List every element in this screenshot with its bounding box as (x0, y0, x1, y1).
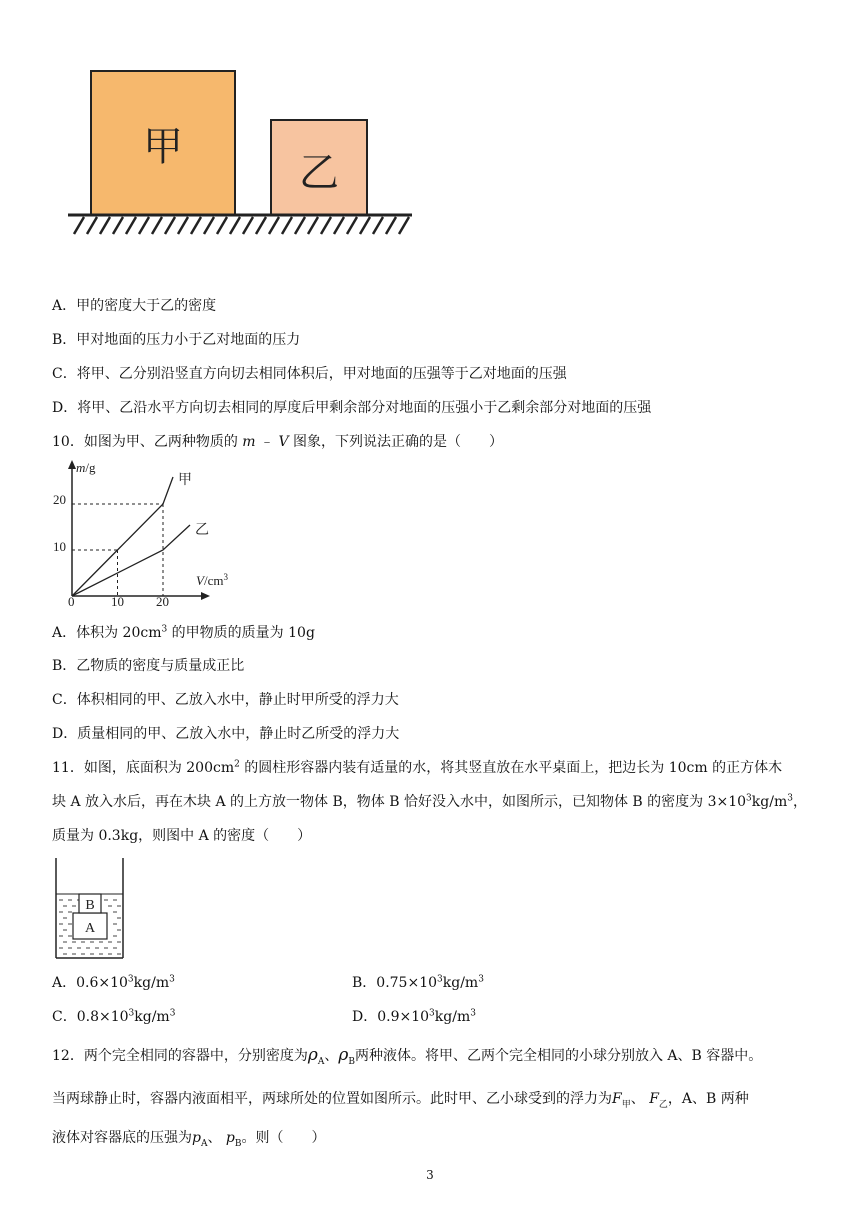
hatch-mark (217, 217, 227, 234)
graph-x-arrow (201, 592, 210, 600)
q10-option-b: B．乙物质的密度与质量成正比 (52, 658, 245, 674)
hatch-mark (321, 217, 331, 234)
q11-option-d: D．$0.9\times 10^3kg/m^3$ (352, 1008, 476, 1025)
q12-stem-line2: 当两球静止时，容器内液面相平，两球所处的位置如图所示。此时甲、乙小球受到的浮力为$F_甲$、 $F_乙$，A、B 两种 (52, 1091, 749, 1110)
q10-option-c: C．体积相同的甲、乙放入水中，静止时甲所受的浮力大 (52, 692, 399, 708)
hatch-mark (100, 217, 110, 234)
hatch-mark (204, 217, 214, 234)
hatch-mark (399, 217, 409, 234)
graph-ytick-10: 10 (53, 539, 66, 554)
graph-xtick-10: 10 (111, 594, 124, 609)
hatch-mark (256, 217, 266, 234)
hatch-mark (87, 217, 97, 234)
q9-option-b: B．甲对地面的压力小于乙对地面的压力 (52, 332, 301, 348)
ground-hatching (74, 217, 409, 234)
block-b-label: B (85, 898, 95, 913)
q11-option-c: C．$0.8\times 10^3kg/m^3$ (52, 1008, 176, 1025)
block-jia-label: 甲 (143, 124, 183, 170)
q11-option-b: B．$0.75\times 10^3kg/m^3$ (352, 974, 484, 991)
q12-stem-line3: 液体对容器底的压强为$p_A$、 $p_B$。则（ ） (52, 1130, 326, 1149)
q11-stem-line3: 质量为 0.3kg，则图中 A 的密度（ ） (52, 828, 312, 844)
q11-stem-line1: 11．如图，底面积为 $200cm^2$ 的圆柱形容器内装有适量的水，将其竖直放在水平桌面上，把边长为 10cm 的正方体木 (52, 759, 783, 776)
q10-option-a: A．体积为 $20cm^3$ 的甲物质的质量为 10g (52, 624, 315, 641)
block-a-label: A (84, 921, 96, 936)
graph-ylabel: m/g (76, 460, 96, 475)
hatch-mark (191, 217, 201, 234)
q10-option-d: D．质量相同的甲、乙放入水中，静止时乙所受的浮力大 (52, 726, 400, 742)
hatch-mark (386, 217, 396, 234)
hatch-mark (282, 217, 292, 234)
hatch-mark (347, 217, 357, 234)
hatch-mark (360, 217, 370, 234)
hatch-mark (165, 217, 175, 234)
container-figure (52, 856, 132, 962)
hatch-mark (373, 217, 383, 234)
hatch-mark (308, 217, 318, 234)
graph-xlabel: $V/cm^3$ (196, 572, 228, 588)
q9-option-d: D．将甲、乙沿水平方向切去相同的厚度后甲剩余部分对地面的压强小于乙剩余部分对地面的压强 (52, 400, 652, 416)
blocks-figure (60, 64, 420, 240)
hatch-mark (126, 217, 136, 234)
q11-stem-line2: 块 A 放入水后，再在木块 A 的上方放一物体 B，物体 B 恰好没入水中，如图所示，已知物体 B 的密度为 $3\times 10^3kg/m^3$， (52, 793, 807, 810)
hatch-mark (139, 217, 149, 234)
graph-y-arrow (68, 460, 76, 469)
hatch-mark (74, 217, 84, 234)
graph-line-jia-label: 甲 (178, 472, 192, 488)
q11-option-a: A．$0.6\times 10^3kg/m^3$ (52, 974, 175, 991)
q9-option-a: A．甲的密度大于乙的密度 (52, 298, 217, 314)
series-line-jia (72, 477, 173, 596)
hatch-mark (152, 217, 162, 234)
graph-line-yi-label: 乙 (195, 522, 209, 538)
block-yi-label: 乙 (299, 150, 339, 196)
hatch-mark (113, 217, 123, 234)
hatch-mark (243, 217, 253, 234)
q12-stem-line1: 12．两个完全相同的容器中，分别密度为$\rho_A$、$\rho_B$两种液体。将甲、乙两个完全相同的小球分别放入 A、B 容器中。 (52, 1045, 763, 1067)
q10-stem: 10．如图为甲、乙两种物质的 m ﹣ V 图象，下列说法正确的是（ ） (52, 434, 504, 450)
hatch-mark (334, 217, 344, 234)
hatch-mark (269, 217, 279, 234)
graph-origin-label: 0 (68, 594, 75, 609)
graph-xtick-20: 20 (156, 594, 169, 609)
graph-ytick-20: 20 (53, 492, 66, 507)
m-v-graph (50, 456, 250, 612)
page-number: 3 (426, 1168, 434, 1182)
q9-option-c: C．将甲、乙分别沿竖直方向切去相同体积后，甲对地面的压强等于乙对地面的压强 (52, 366, 567, 382)
hatch-mark (230, 217, 240, 234)
hatch-mark (295, 217, 305, 234)
hatch-mark (178, 217, 188, 234)
